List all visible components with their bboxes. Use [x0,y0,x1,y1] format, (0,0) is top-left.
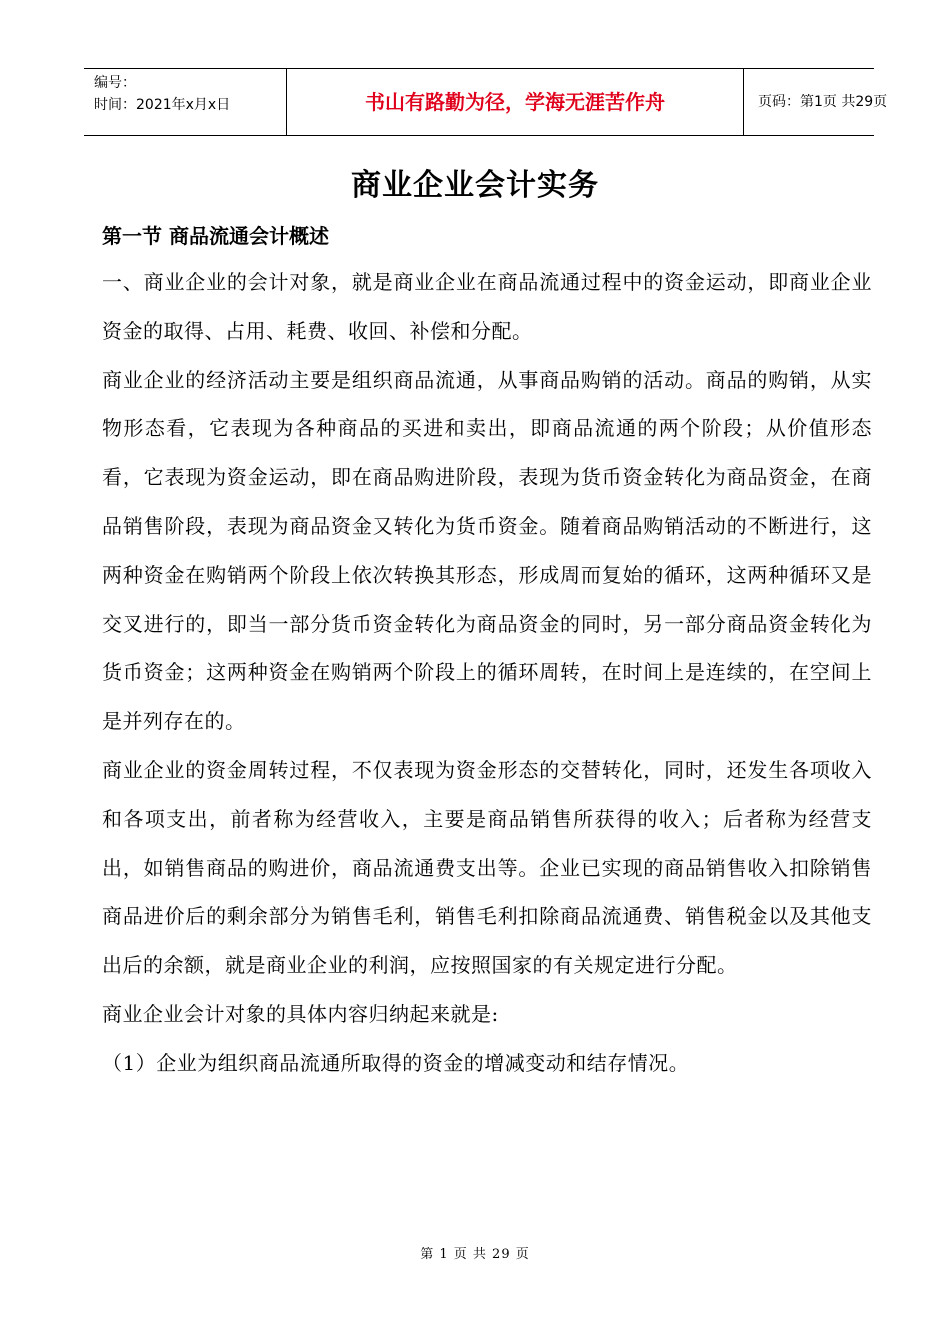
paragraph-capital-turnover: 商业企业的资金周转过程，不仅表现为资金形态的交替转化，同时，还发生各项收入和各项支出，前者称为经营收入，主要是商品销售所获得的收入；后者称为经营支出，如销售商品的购进价，商品流通费支出等。企业已实现的商品销售收入扣除销售商品进价后的剩余部分为销售毛利，销售毛利扣除商品流通费、销售税金以及其他支出后的余额，就是商业企业的利润，应按照国家的有关规定进行分配。 [102,757,872,978]
document-code-label: 编号： [94,75,136,91]
list-item-1: （1）企业为组织商品流通所取得的资金的增减变动和结存情况。 [102,1050,690,1075]
document-date: 时间：2021年x月x日 [94,97,231,113]
section-heading: 第一节 商品流通会计概述 [102,224,329,248]
document-title: 商业企业会计实务 [351,168,599,203]
header-motto: 书山有路勤为径，学海无涯苦作舟 [286,69,744,135]
paragraph-economic-activity: 商业企业的经济活动主要是组织商品流通，从事商品购销的活动。商品的购销，从实物形态看，它表现为各种商品的买进和卖出，即商品流通的两个阶段；从价值形态看，它表现为资金运动，即在商品购进阶段，表现为货币资金转化为商品资金，在商品销售阶段，表现为商品资金又转化为货币资金。随着商品购销活动的不断进行，这两种资金在购销两个阶段上依次转换其形态，形成周而复始的循环，这两种循环又是交叉进行的，即当一部分货币资金转化为商品资金的同时，另一部分商品资金转化为货币资金；这两种资金在购销两个阶段上的循环周转，在时间上是连续的，在空间上是并列存在的。 [102,367,872,734]
document-body [102,258,872,1088]
header-meta-cell [84,69,286,135]
paragraph-accounting-object: 一、商业企业的会计对象，就是商业企业在商品流通过程中的资金运动，即商业企业资金的取得、占用、耗费、收回、补偿和分配。 [102,270,872,343]
page-footer: 第 1 页 共 29 页 [420,1247,530,1262]
paragraph-content-summary: 商业企业会计对象的具体内容归纳起来就是: [102,1001,499,1026]
document-header [84,68,888,136]
header-page-info: 页码：第1页 共29页 [758,94,888,110]
